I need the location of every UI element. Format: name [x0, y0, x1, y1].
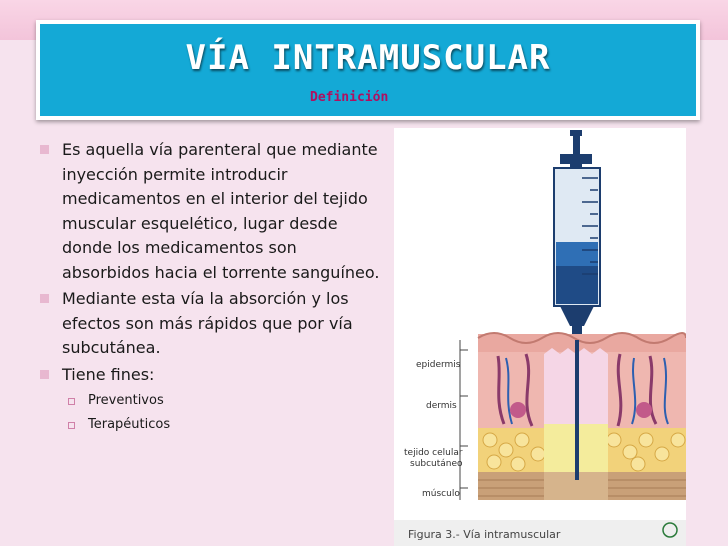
title-box — [36, 20, 700, 120]
sub-bullet-item — [40, 389, 380, 413]
sub-bullet-text: Terapéuticos — [88, 417, 171, 432]
sub-bullet-text: Preventivos — [88, 393, 164, 408]
slide-subtitle: Definición — [310, 90, 389, 105]
sub-bullet-marker-icon — [68, 398, 75, 405]
bullet-marker-icon — [40, 145, 49, 154]
bullet-marker-icon — [40, 370, 49, 379]
slide-title: VÍA INTRAMUSCULAR — [185, 38, 551, 78]
bullet-text: Mediante esta vía la absorción y los efectos son más rápidos que por vía subcutánea. — [62, 289, 353, 357]
bullet-text: Es aquella vía parenteral que mediante inyección permite introducir medicamentos en el interior del tejido muscular esquelético, lugar desde donde los medicamentos son absorbidos hacia el torrente sanguíneo. — [62, 140, 380, 282]
label-subcutaneo: subcutáneo — [410, 459, 463, 469]
syringe-diagram — [394, 128, 686, 546]
figure-panel — [394, 128, 686, 546]
label-dermis: dermis — [426, 401, 457, 411]
sub-bullet-item — [40, 413, 380, 437]
sub-bullet-marker-icon — [68, 422, 75, 429]
bullet-text: Tiene fines: — [62, 364, 155, 384]
figure-caption: Figura 3.- Vía intramuscular — [408, 528, 561, 541]
bullet-list — [40, 138, 380, 437]
bullet-item — [40, 287, 380, 361]
skin-layers-illustration — [460, 333, 686, 500]
label-epidermis: epidermis — [416, 360, 461, 370]
label-musculo: músculo — [422, 489, 460, 499]
label-tejido-celular: tejido celular — [404, 448, 463, 458]
bullet-item — [40, 138, 380, 285]
bullet-marker-icon — [40, 294, 49, 303]
bullet-item — [40, 363, 380, 388]
